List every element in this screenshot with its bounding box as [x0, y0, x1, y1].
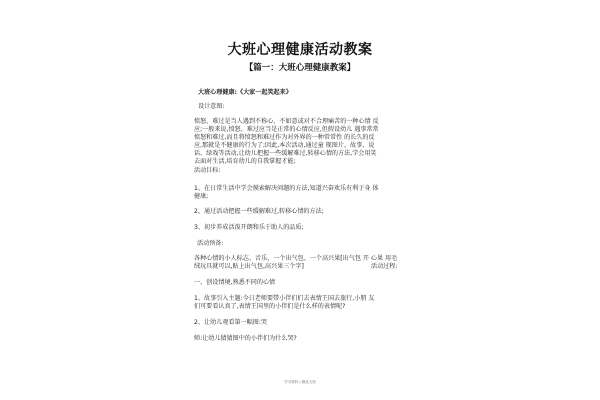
step-2-question: 师:让幼儿猜猜图中的小伴们为什么哭? [194, 335, 297, 342]
design-line: 去面对生活,培育幼儿的自我掌握才能; [194, 158, 296, 165]
page-title: 大班心理健康活动教案 [227, 42, 373, 58]
lesson-title: 大班心理健康:《大家一起笑起来》 [198, 89, 292, 96]
design-line: 应,那就是不健康的行为了;因此,本次活动,通过童 现图片、故事、说 [194, 142, 375, 149]
goals-heading: 活动目标: [194, 167, 221, 174]
design-line: 愤怒和难过,而且将愤怒和难过作为对外界的一种常常性 的长久的反 [194, 134, 375, 141]
article-subtitle: 【篇一：大班心理健康教案】 [244, 63, 356, 73]
prep-line: 绒玩具就可以,贴上出气包,高兴果三个字] [194, 263, 304, 270]
prep-line: 各种心情的小人标志、音乐、一个出气包、一个高兴果[出气包 开 心果 用毛 [194, 255, 398, 262]
design-heading: 设计意图: [198, 103, 225, 110]
process-label: 活动过程: [371, 263, 398, 270]
page-footer: 学习资料 | 精品文档 [284, 380, 316, 384]
goal-1-line: 健康; [194, 193, 209, 200]
design-line: 话、绿戏等活动,让幼儿把握一些缓解难过,转移心情的方法,学会用笑 [194, 150, 377, 157]
step-1-line: 1、故事引入主题:今日老师要带小伴们们去表情王国去旅行,小朋 友 [194, 295, 375, 302]
design-line: 愤怒、难过是当人遇到不称心、不如意或对不合理痛苦的一种心情 反 [194, 118, 379, 125]
prep-heading: 活动预备: [197, 240, 224, 247]
goal-3: 3、初步养成活泼开朗和乐于助人的品质; [194, 224, 304, 231]
goal-2: 2、通过活动把握一些缓解难过,转移心情的方法; [194, 208, 324, 215]
goal-1-line: 1、在日常生活中学会摸索解决问题的方法,知道兴奋欢乐有利于身 体 [194, 185, 379, 192]
step-1-heading: 一、创设情境,熟悉不同的心情 [194, 279, 276, 286]
design-line: 应;一般来说,愤怒、难过应当是正常的心情反应,但假设幼儿 遇事常常 [194, 126, 379, 133]
step-2: 2、让幼儿观看第一幅图:哭 [194, 319, 267, 326]
step-1-line: 们可要看认真了,表情王国里的小伴们是什么样的表情呢? [194, 303, 346, 310]
